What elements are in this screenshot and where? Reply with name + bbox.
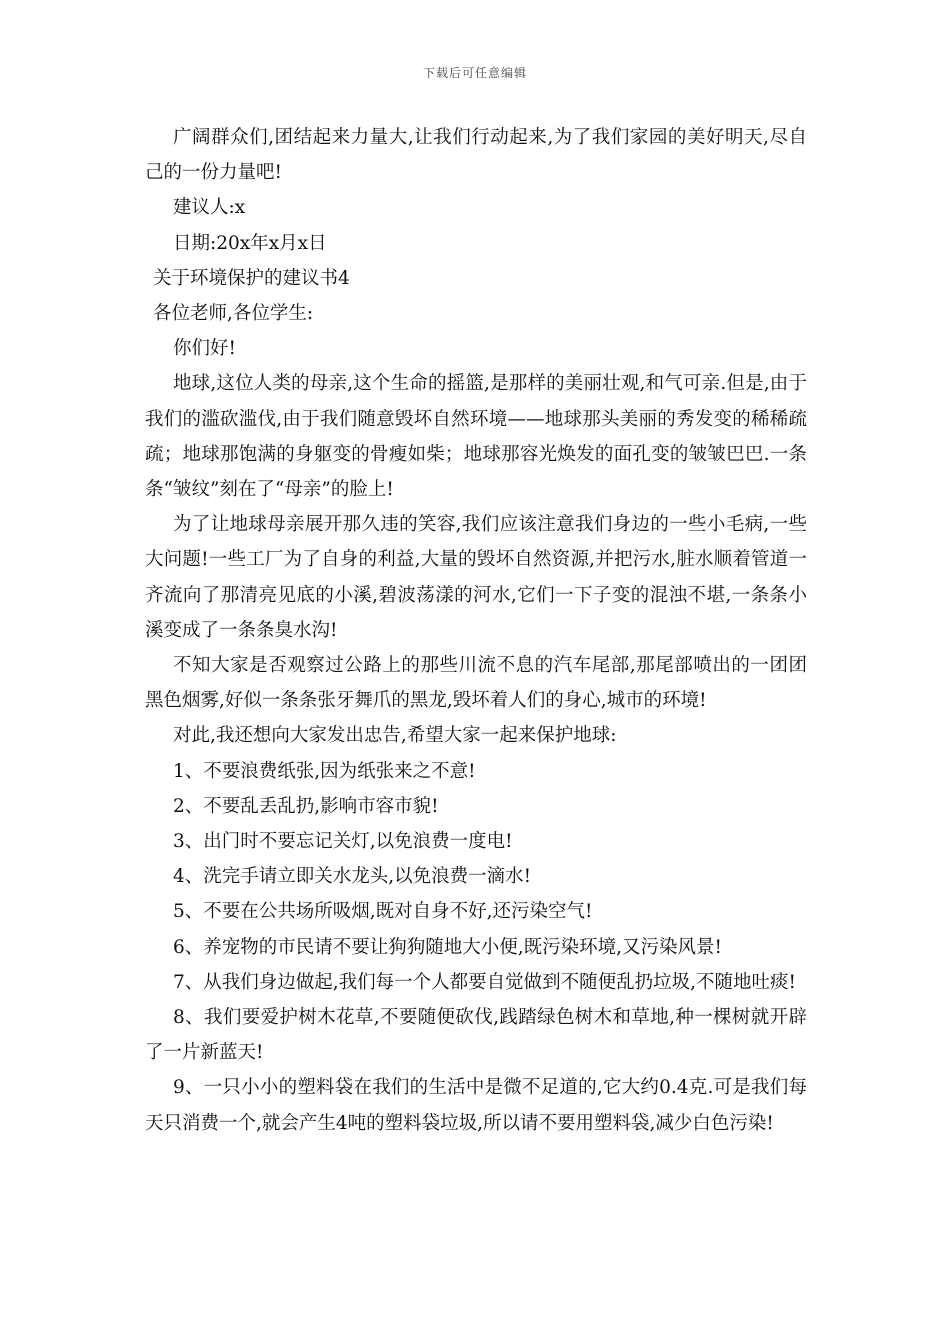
paragraph-date: 日期:20x年x月x日 bbox=[173, 232, 327, 254]
list-item-1: 1、不要浪费纸张,因为纸张来之不意! bbox=[173, 760, 476, 782]
list-item-2: 2、不要乱丢乱扔,影响市容市貌! bbox=[173, 795, 439, 817]
page-header-note: 下载后可任意编辑 bbox=[422, 66, 527, 80]
list-item-3: 3、出门时不要忘记关灯,以免浪费一度电! bbox=[173, 831, 513, 853]
list-item-5: 5、不要在公共场所吸烟,既对自身不好,还污染空气! bbox=[173, 901, 593, 923]
section-title: 关于环境保护的建议书4 bbox=[153, 267, 350, 289]
paragraph-factories: 为了让地球母亲展开那久违的笑容,我们应该注意我们身边的一些小毛病,一些大问题!一些工厂为了自身的利益,大量的毁坏自然资源,并把污水,脏水顺着管道一齐流向了那清亮见底的小溪,碧波荡漾的河水,它们一下子变的混浊不堪,一条条小溪变成了一条条臭水沟! bbox=[145, 514, 807, 641]
paragraph-greeting: 你们好! bbox=[173, 338, 236, 360]
list-item-8: 8、我们要爱护树木花草,不要随便砍伐,践踏绿色树木和草地,种一棵树就开辟了一片新蓝天! bbox=[145, 1007, 807, 1064]
list-item-7: 7、从我们身边做起,我们每一个人都要自觉做到不随便乱扔垃圾,不随地吐痰! bbox=[173, 971, 796, 993]
paragraph-closing-appeal: 广阔群众们,团结起来力量大,让我们行动起来,为了我们家园的美好明天,尽自己的一份力量吧! bbox=[145, 127, 807, 184]
paragraph-exhaust: 不知大家是否观察过公路上的那些川流不息的汽车尾部,那尾部喷出的一团团黑色烟雾,好似一条条张牙舞爪的黑龙,毁坏着人们的身心,城市的环境! bbox=[145, 655, 807, 712]
paragraph-earth: 地球,这位人类的母亲,这个生命的摇篮,是那样的美丽壮观,和气可亲.但是,由于我们的滥砍滥伐,由于我们随意毁坏自然环境——地球那头美丽的秀发变的稀稀疏疏；地球那饱满的身躯变的骨瘦如柴；地球那容光焕发的面孔变的皱皱巴巴.一条条“皱纹”刻在了“母亲”的脸上! bbox=[145, 373, 807, 501]
document-body bbox=[145, 120, 807, 1141]
paragraph-proposer: 建议人:x bbox=[173, 197, 246, 219]
paragraph-advice-intro: 对此,我还想向大家发出忠告,希望大家一起来保护地球: bbox=[173, 725, 617, 747]
list-item-4: 4、洗完手请立即关水龙头,以免浪费一滴水! bbox=[173, 866, 532, 888]
list-item-6: 6、养宠物的市民请不要让狗狗随地大小便,既污染环境,又污染风景! bbox=[173, 936, 722, 958]
list-item-9: 9、一只小小的塑料袋在我们的生活中是微不足道的,它大约0.4克.可是我们每天只消费一个,就会产生4吨的塑料袋垃圾,所以请不要用塑料袋,减少白色污染! bbox=[145, 1077, 807, 1134]
paragraph-salutation: 各位老师,各位学生: bbox=[153, 303, 314, 325]
